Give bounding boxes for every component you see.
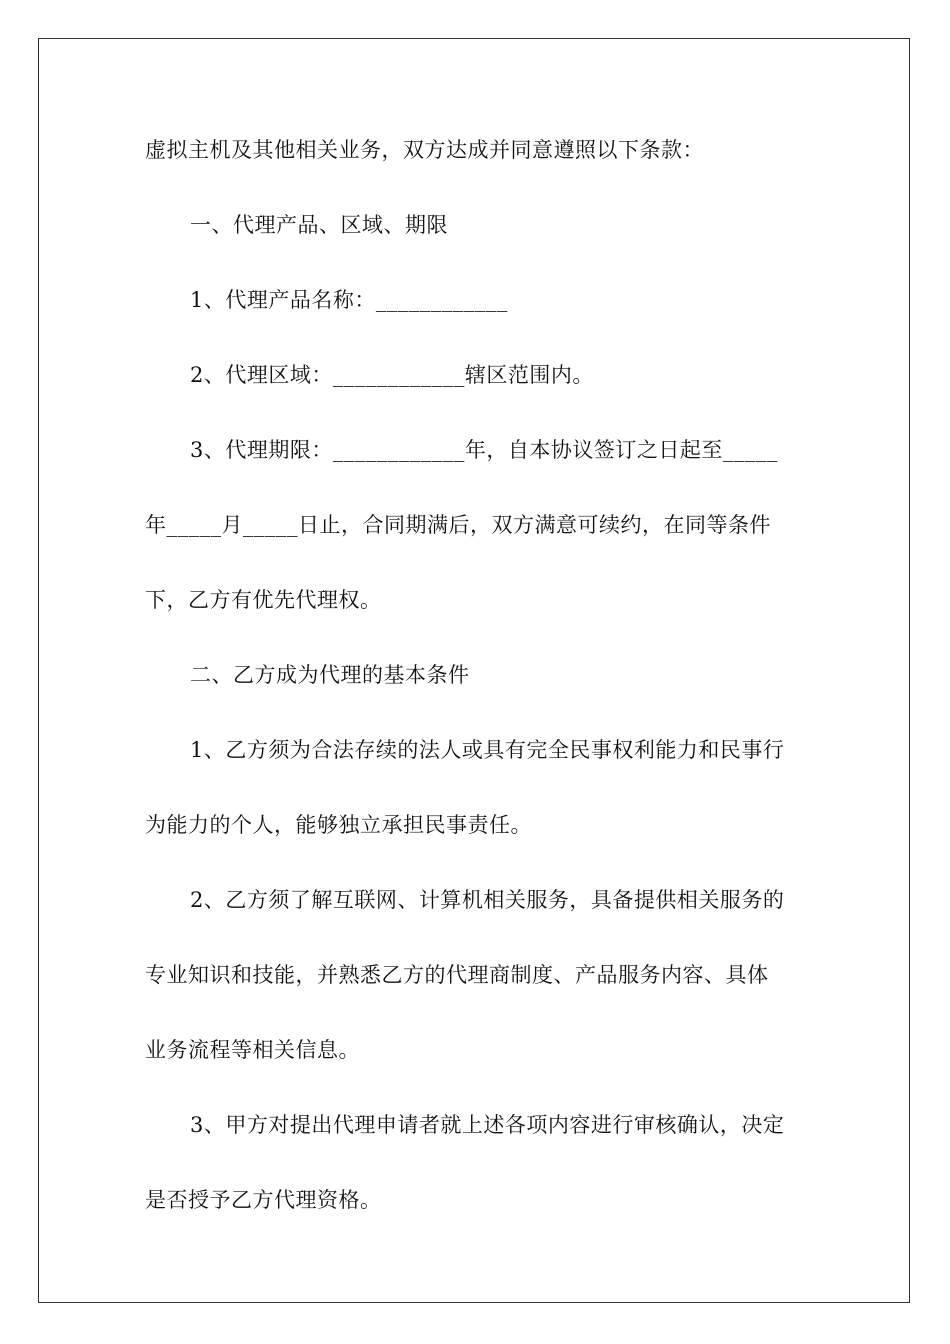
paragraph-line: 1、代理产品名称：____________ [190,288,508,312]
paragraph-line: 是否授予乙方代理资格。 [145,1188,382,1212]
section-heading: 二、乙方成为代理的基本条件 [190,663,470,687]
paragraph-line: 专业知识和技能，并熟悉乙方的代理商制度、产品服务内容、具体 [145,963,769,987]
paragraph-line: 1、乙方须为合法存续的法人或具有完全民事权利能力和民事行 [190,738,785,762]
paragraph-line: 年_____月_____日止，合同期满后，双方满意可续约，在同等条件 [145,513,771,537]
paragraph-line: 为能力的个人，能够独立承担民事责任。 [145,813,532,837]
paragraph-line: 下，乙方有优先代理权。 [145,588,382,612]
paragraph-line: 虚拟主机及其他相关业务，双方达成并同意遵照以下条款： [145,138,704,162]
paragraph-line: 2、乙方须了解互联网、计算机相关服务，具备提供相关服务的 [190,888,785,912]
paragraph-line: 2、代理区域：____________辖区范围内。 [190,363,594,387]
paragraph-line: 3、代理期限：____________年，自本协议签订之日起至_____ [190,438,778,462]
paragraph-line: 业务流程等相关信息。 [145,1038,360,1062]
section-heading: 一、代理产品、区域、期限 [190,213,448,237]
paragraph-line: 3、甲方对提出代理申请者就上述各项内容进行审核确认，决定 [190,1113,785,1137]
